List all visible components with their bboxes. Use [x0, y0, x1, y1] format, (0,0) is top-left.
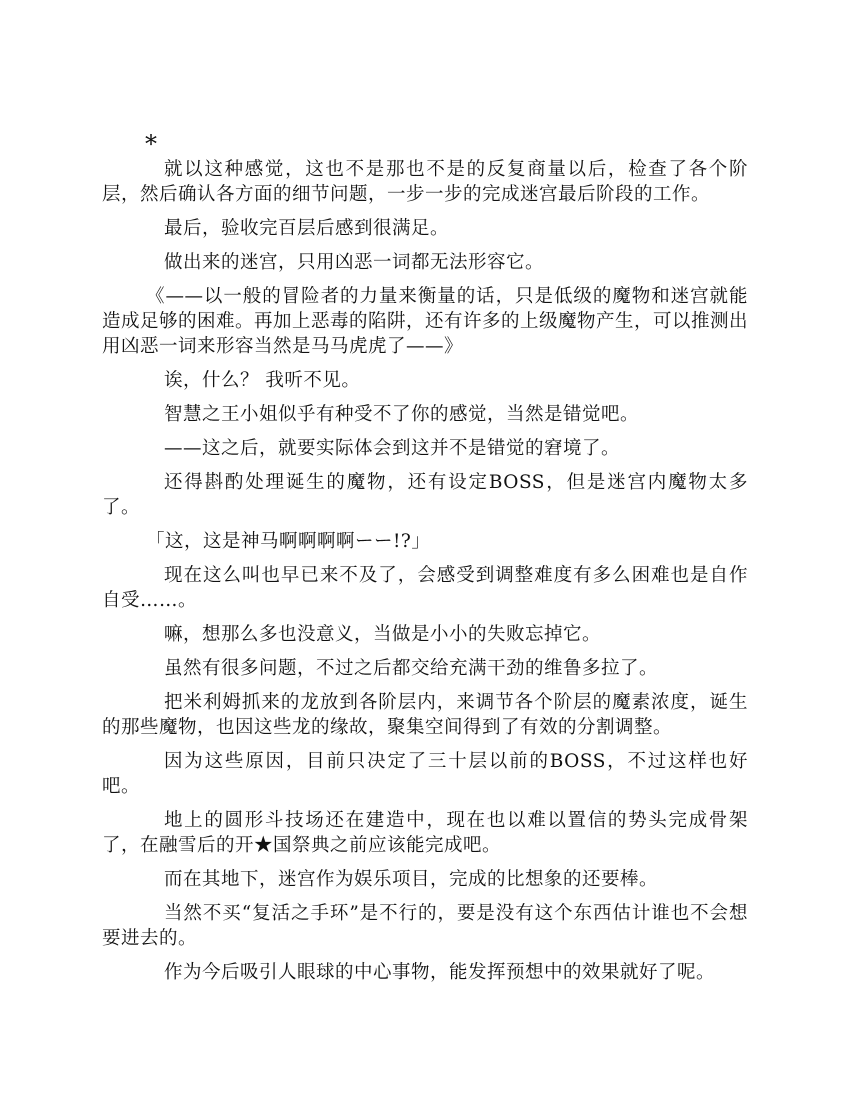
dialogue-paragraph: 「这，这是神马啊啊啊啊ーー!?」	[146, 531, 431, 552]
paragraph: 诶，什么？ 我听不见。	[164, 370, 361, 391]
section-separator: *	[145, 130, 157, 158]
quoted-paragraph: 《——以一般的冒险者的力量来衡量的话，只是低级的魔物和迷宫就能造成足够的困难。再加上恶毒的陷阱，还有许多的上级魔物产生，可以推测出用凶恶一词来形容当然是马马虎虎了——》	[102, 286, 749, 357]
paragraph: ——这之后，就要实际体会到这并不是错觉的窘境了。	[164, 438, 621, 459]
paragraph: 把米利姆抓来的龙放到各阶层内，来调节各个阶层的魔素浓度，诞生的那些魔物，也因这些龙的缘故，聚集空间得到了有效的分割调整。	[102, 692, 748, 738]
paragraph: 还得斟酌处理诞生的魔物，还有设定BOSS，但是迷宫内魔物太多了。	[102, 472, 748, 518]
paragraph: 虽然有很多问题，不过之后都交给充满干劲的维鲁多拉了。	[164, 658, 659, 679]
paragraph: 当然不买“复活之手环”是不行的，要是没有这个东西估计谁也不会想要进去的。	[102, 903, 748, 949]
paragraph: 嘛，想那么多也没意义，当做是小小的失败忘掉它。	[164, 624, 602, 645]
paragraph: 现在这么叫也早已来不及了，会感受到调整难度有多么困难也是自作自受……。	[102, 565, 748, 611]
text-body	[102, 129, 748, 994]
paragraph: 而在其地下，迷宫作为娱乐项目，完成的比想象的还要棒。	[164, 869, 659, 890]
paragraph: 作为今后吸引人眼球的中心事物，能发挥预想中的效果就好了呢。	[164, 962, 716, 983]
paragraph: 因为这些原因，目前只决定了三十层以前的BOSS，不过这样也好吧。	[102, 751, 748, 797]
paragraph: 地上的圆形斗技场还在建造中，现在也以难以置信的势头完成骨架了，在融雪后的开★国祭典之前应该能完成吧。	[102, 810, 748, 856]
paragraph: 最后，验收完百层后感到很满足。	[164, 218, 450, 239]
paragraph: 做出来的迷宫，只用凶恶一词都无法形容它。	[164, 252, 545, 273]
paragraph: 就以这种感觉，这也不是那也不是的反复商量以后，检查了各个阶层，然后确认各方面的细节问题，一步一步的完成迷宫最后阶段的工作。	[102, 159, 748, 205]
paragraph: 智慧之王小姐似乎有种受不了你的感觉，当然是错觉吧。	[164, 404, 640, 425]
